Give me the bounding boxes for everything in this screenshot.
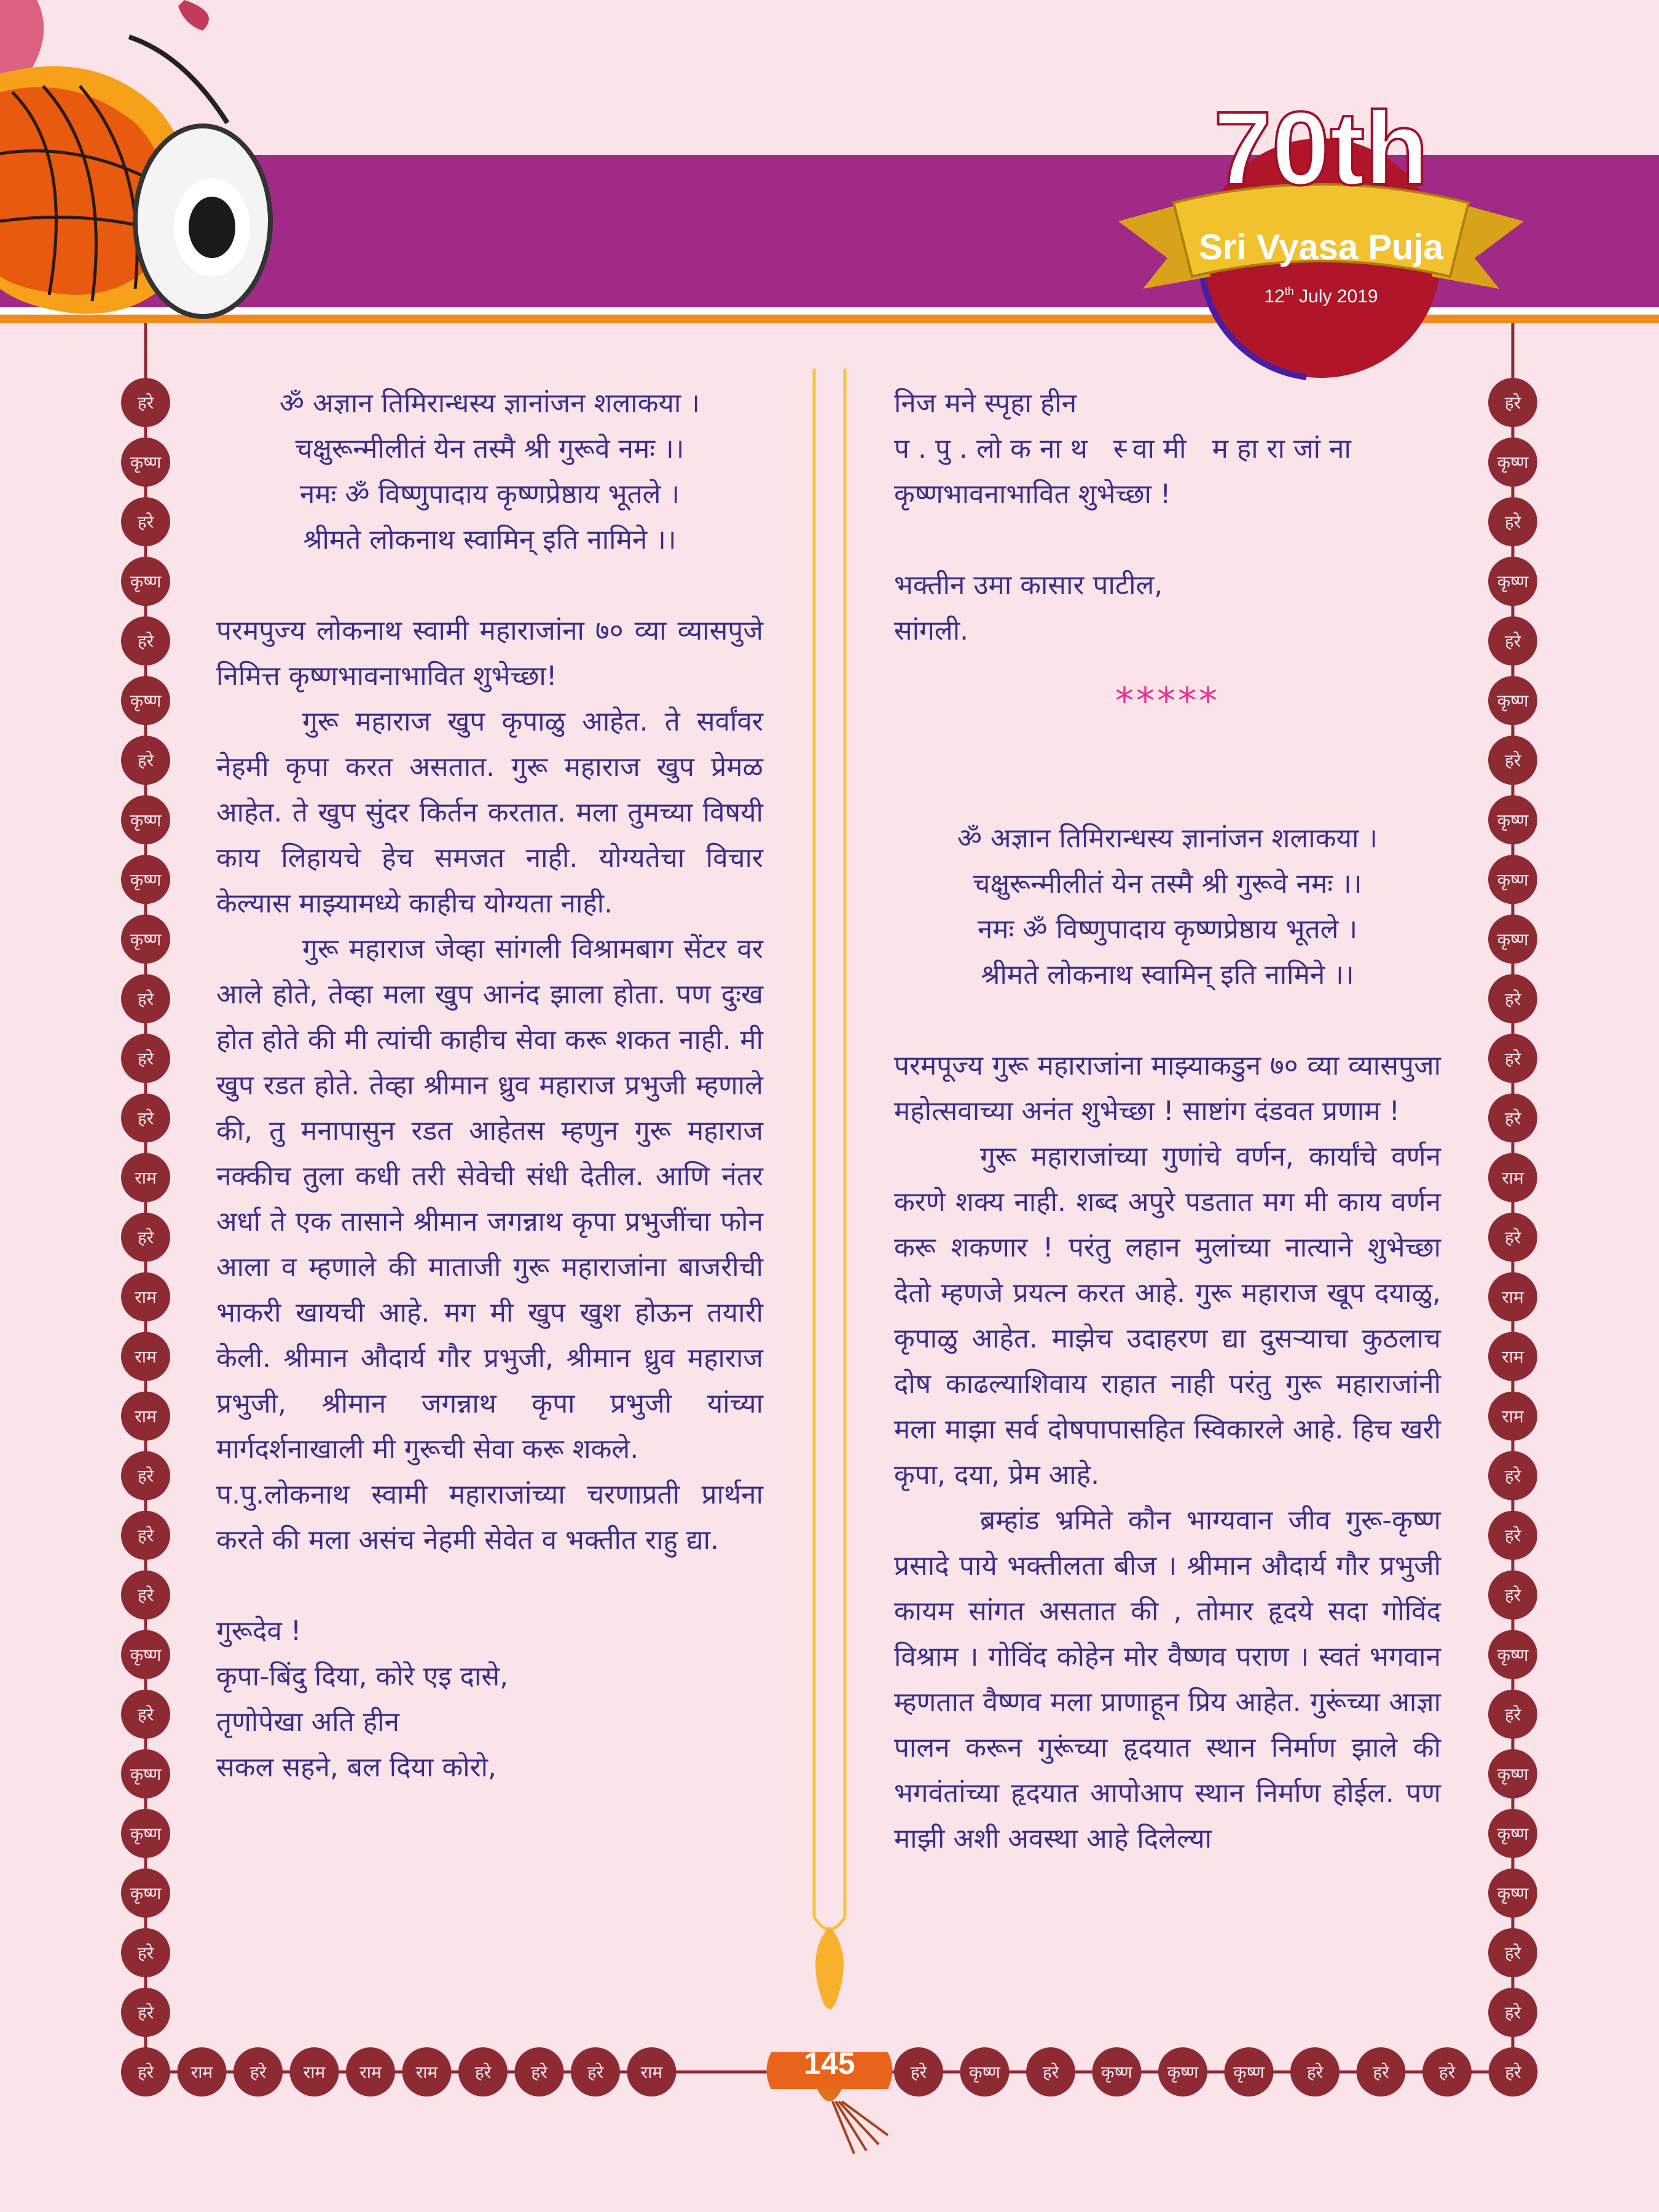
bead-label: हरे [249, 2062, 267, 2082]
bead [1488, 1332, 1537, 1381]
bead-label: हरे [1504, 989, 1521, 1010]
bead [121, 676, 170, 725]
bead-label: हरे [1504, 1942, 1521, 1963]
bead [121, 1988, 170, 2037]
bead [121, 557, 170, 606]
verse-line: चक्षुरून्मीलीतं येन तस्मै श्री गुरूवे नमः ।। [973, 868, 1362, 900]
bead-label: हरे [137, 1465, 154, 1486]
bead [121, 1153, 170, 1202]
bead [627, 2047, 677, 2096]
bead [960, 2047, 1010, 2096]
bead-label: कृष्ण [1497, 810, 1529, 831]
bead [1158, 2047, 1207, 2096]
bead [1488, 1630, 1537, 1679]
page-number: 145 [804, 2046, 855, 2081]
left-paragraph-service: गुरू महाराज जेव्हा सांगली विश्रामबाग सेंटर वर आले होते, तेव्हा मला खुप आनंद झाला होता. पण दुःख होत होते की मी त्यांची काहीच सेवा करू शकत नाही. मी खुप रडत होते. तेव्हा श्रीमान ध्रुव महाराज प्रभुजी म्हणाले की, तु मनापासुन रडत आहेतस म्हणुन गुरू महाराज नक्कीच तुला कधी तरी सेवेची संधी देतील. आणि नंतर अर्धा ते एक तासाने श्रीमान जगन्नाथ कृपा प्रभुजींचा फोन आला व म्हणाले की माताजी गुरू महाराजांना बाजरीची भाकरी खायची आहे. मग मी खुप खुश होऊन तयारी केली. श्रीमान औदार्य गौर प्रभुजी, श्रीमान ध्रुव महाराज प्रभुजी, श्रीमान जगन्नाथ कृपा प्रभुजी यांच्या मार्गदर्शनाखाली मी गुरूची सेवा करू शकले. [216, 933, 763, 1465]
bead-label: कृष्ण [130, 929, 162, 950]
bead-label: हरे [1504, 1108, 1521, 1129]
bead [121, 735, 170, 785]
bead [121, 1928, 170, 1977]
bead-label: राम [190, 2062, 213, 2082]
bead-label: हरे [1042, 2062, 1059, 2082]
closing-line: सकल सहने, बल दिया कोरो, [216, 1752, 497, 1783]
bead [1488, 1749, 1537, 1798]
bead-label: हरे [910, 2062, 927, 2082]
bead-label: कृष्ण [130, 1644, 162, 1665]
verse-line: नमः ॐ विष्णुपादाय कृष्णप्रेष्ठाय भूतले । [299, 479, 680, 510]
bead [346, 2047, 395, 2096]
bead [121, 1690, 170, 1739]
bead-label: हरे [531, 2062, 547, 2082]
left-paragraph-prayer: प.पु.लोकनाथ स्वामी महाराजांच्या चरणाप्रती प्रार्थना करते की मला असंच नेहमी सेवेत व भक्तीत राहु द्या. [216, 1479, 763, 1556]
bead [1488, 1093, 1537, 1142]
bead-label: कृष्ण [130, 810, 162, 831]
bead [1488, 1928, 1537, 1977]
bead-label: हरे [137, 631, 154, 652]
bead [290, 2047, 339, 2096]
bead-label: कृष्ण [1497, 929, 1529, 950]
bead [1488, 1273, 1537, 1322]
left-paragraph-kindness: गुरू महाराज खुप कृपाळु आहेत. ते सर्वांवर नेहमी कृपा करत असतात. गुरू महाराज खुप प्रेमळ आहेत. ते खुप सुंदर किर्तन करतात. मला तुमच्या विषयी काय लिहायचे हेच समजत नाही. योग्यतेचा विचार केल्यास माझ्यामध्ये काहीच योग्यता नाही. [216, 706, 763, 919]
section-separator: ***** [1115, 680, 1220, 723]
bead-label: हरे [1504, 393, 1521, 413]
bead [1488, 676, 1537, 725]
bead [894, 2047, 943, 2096]
bead-label: कृष्ण [1497, 1644, 1529, 1665]
intro-line: निज मने स्पृहा हीन [894, 388, 1077, 419]
bead-label: कृष्ण [130, 691, 162, 712]
bead [1488, 378, 1537, 427]
bead-label: हरे [1438, 2062, 1456, 2082]
bead-label: हरे [474, 2062, 492, 2082]
bead-label: हरे [1504, 631, 1521, 652]
bead [121, 2047, 170, 2096]
bead [1488, 497, 1537, 546]
bead-label: हरे [137, 1108, 154, 1129]
bead [458, 2047, 508, 2096]
bead [121, 1571, 170, 1620]
bead-label: राम [359, 2062, 382, 2082]
right-paragraph-devotion: ब्रम्हांड भ्रमिते कौन भाग्यवान जीव गुरू-कृष्ण प्रसादे पाये भक्तीलता बीज । श्रीमान औदार्य गौर प्रभुजी कायम सांगत असतात की , तोमार हृदये सदा गोविंद विश्राम । गोविंद कोहेन मोर वैष्णव पराण । स्वतं भगवान म्हणतात वैष्णव मला प्राणाहून प्रिय आहेत. गुरूंच्या आज्ञा पालन करून गुरूंच्या हृदयात स्थान निर्माण झाले की भगवंतांच्या हृदयात आपोआप स्थान निर्माण होईल. पण माझी अशी अवस्था आहे दिलेल्या [894, 1505, 1441, 1854]
bead [1488, 974, 1537, 1023]
bead [1488, 437, 1537, 487]
bead [1488, 1451, 1537, 1500]
bead [233, 2047, 283, 2096]
bead-label: कृष्ण [969, 2062, 1000, 2082]
bead [121, 378, 170, 427]
bead [1488, 1690, 1537, 1739]
verse-line: ॐ अज्ञान तिमिरान्धस्य ज्ञानांजन शलाकया । [279, 388, 700, 419]
bead-label: हरे [1504, 1704, 1521, 1725]
bead-label: कृष्ण [130, 1883, 162, 1904]
bead [121, 1033, 170, 1083]
left-column [216, 381, 763, 1790]
signature-place: सांगली. [894, 615, 969, 646]
bead [121, 974, 170, 1023]
bead [1026, 2047, 1075, 2096]
bead [1290, 2047, 1339, 2096]
bead [1488, 1033, 1537, 1083]
verse-line: चक्षुरून्मीलीतं येन तस्मै श्री गुरूवे नमः ।। [295, 433, 684, 465]
bead [1488, 1809, 1537, 1858]
bead [121, 497, 170, 546]
bead [1488, 557, 1537, 606]
bead-label: कृष्ण [1497, 869, 1529, 890]
bead-label: हरे [137, 512, 154, 533]
bead-label: हरे [137, 2062, 154, 2082]
bead [402, 2047, 452, 2096]
bead [121, 1749, 170, 1798]
bead [1225, 2047, 1274, 2096]
bead-label: हरे [1504, 512, 1521, 533]
right-paragraph-greeting: परमपूज्य गुरू महाराजांना माझ्याकडुन ७० व्या व्यासपुजा महोत्सवाच्या अनंत शुभेच्छा ! साष्टांग दंडवत प्रणाम ! [894, 1050, 1441, 1127]
bead-label: राम [640, 2062, 663, 2082]
bead-label: कृष्ण [1497, 1763, 1529, 1784]
bead-label: कृष्ण [130, 452, 162, 473]
verse-line: नमः ॐ विष्णुपादाय कृष्णप्रेष्ठाय भूतले । [977, 914, 1358, 945]
bead [121, 616, 170, 665]
bead-label: कृष्ण [1497, 1883, 1529, 1904]
bead [1488, 1213, 1537, 1262]
bead-label: हरे [137, 1704, 154, 1725]
signature-name: भक्तीन उमा कासार पाटील, [894, 570, 1163, 601]
intro-line: प.पु.लोकनाथ स्वामी महाराजांना [894, 433, 1360, 465]
bead [121, 855, 170, 904]
bead-label: हरे [1373, 2062, 1389, 2082]
bead-label: राम [1502, 1346, 1524, 1367]
verse-line: श्रीमते लोकनाथ स्वामिन् इति नामिने ।। [303, 524, 677, 555]
bead-label: हरे [1504, 1227, 1521, 1248]
bead-label: राम [1502, 1167, 1524, 1188]
bead-label: कृष्ण [130, 571, 162, 592]
bead-label: हरे [1504, 1465, 1521, 1486]
bead [1489, 2047, 1538, 2096]
bead-label: राम [135, 1406, 157, 1427]
bead [121, 1869, 170, 1918]
bead-label: कृष्ण [1497, 571, 1529, 592]
closing-line: तृणोपेखा अति हीन [216, 1706, 399, 1738]
bead-label: हरे [587, 2062, 604, 2082]
bead-label: कृष्ण [1101, 2062, 1132, 2082]
bead-label: हरे [137, 1048, 154, 1069]
bead [121, 1451, 170, 1500]
bead [1488, 855, 1537, 904]
bead-label: हरे [1504, 750, 1521, 771]
bead-label: कृष्ण [1497, 452, 1529, 473]
bead-label: हरे [137, 1585, 154, 1606]
bead-label: हरे [1504, 2002, 1521, 2023]
center-divider [814, 369, 845, 2009]
bead-label: हरे [1505, 2062, 1521, 2082]
right-paragraph-qualities: गुरू महाराजांच्या गुणांचे वर्णन, कार्यांचे वर्णन करणे शक्य नाही. शब्द अपुरे पडतात मग मी काय वर्णन करू शकणार ! परंतु लहान मुलांच्या नात्याने शुभेच्छा देतो म्हणजे प्रयत्न करत आहे. गुरू महाराज खूप दयाळु, कृपाळु आहेत. माझेच उदाहरण द्या दुसऱ्याचा कुठलाच दोष काढल्याशिवाय राहात नाही परंतु गुरू महाराजांनी मला माझा सर्व दोषपापासहित स्विकारले आहे. हिच खरी कृपा, दया, प्रेम आहे. [894, 1141, 1441, 1491]
bead [1488, 914, 1537, 963]
bead-label: कृष्ण [1233, 2062, 1265, 2082]
bead-label: कृष्ण [130, 869, 162, 890]
left-verse [216, 381, 763, 563]
bead [1422, 2047, 1472, 2096]
bead [1488, 616, 1537, 665]
bead-label: राम [135, 1167, 157, 1188]
bead [121, 1809, 170, 1858]
bead-label: हरे [137, 750, 154, 771]
bead-label: राम [415, 2062, 438, 2082]
bead [1092, 2047, 1142, 2096]
left-paragraph-greeting: परमपुज्य लोकनाथ स्वामी महाराजांना ७० व्या व्यासपुजे निमित्त कृष्णभावनाभावित शुभेच्छा! [216, 615, 763, 692]
bead [1488, 1153, 1537, 1202]
bead [121, 1093, 170, 1142]
bead-label: कृष्ण [1497, 1823, 1529, 1844]
verse-line: ॐ अज्ञान तिमिरान्धस्य ज्ञानांजन शलाकया । [957, 823, 1378, 854]
bead-label: कृष्ण [1497, 691, 1529, 712]
bead-label: कृष्ण [130, 1823, 162, 1844]
bead [178, 2047, 227, 2096]
bead-label: हरे [137, 2002, 154, 2023]
bead-label: राम [303, 2062, 326, 2082]
bead-label: हरे [1504, 1525, 1521, 1546]
bead [571, 2047, 620, 2096]
bead-label: हरे [137, 1525, 154, 1546]
bead [121, 1273, 170, 1322]
bead-label: हरे [137, 1942, 154, 1963]
bead-label: राम [135, 1346, 157, 1367]
bead-label: कृष्ण [1167, 2062, 1199, 2082]
closing-line: गुरूदेव ! [216, 1615, 302, 1647]
bead [121, 795, 170, 844]
bead [121, 1332, 170, 1381]
bead [121, 914, 170, 963]
bead-label: हरे [137, 989, 154, 1010]
bead [121, 1630, 170, 1679]
bead-label: हरे [137, 1227, 154, 1248]
right-column [894, 381, 1441, 1862]
right-verse [894, 816, 1441, 998]
bead [121, 1392, 170, 1441]
bead-label: हरे [1504, 1585, 1521, 1606]
bead-label: राम [1502, 1406, 1524, 1427]
badge-number: 70th [1214, 90, 1429, 207]
bead-label: कृष्ण [130, 1763, 162, 1784]
verse-line: श्रीमते लोकनाथ स्वामिन् इति नामिने ।। [981, 959, 1354, 990]
closing-line: कृपा-बिंदु दिया, कोरे एइ दासे, [216, 1661, 509, 1692]
badge-date: 12th July 2019 [1264, 285, 1378, 307]
badge-title: Sri Vyasa Puja [1199, 227, 1443, 267]
bead-label: हरे [1504, 1048, 1521, 1069]
bead [121, 1213, 170, 1262]
bead [121, 437, 170, 487]
bead-label: हरे [1306, 2062, 1324, 2082]
bead-label: राम [135, 1287, 157, 1308]
bead [121, 1511, 170, 1560]
bead [515, 2047, 564, 2096]
bead [1488, 1392, 1537, 1441]
bead [1488, 1571, 1537, 1620]
bead [1488, 795, 1537, 844]
bead [1488, 1988, 1537, 2037]
intro-line: कृष्णभावनाभावित शुभेच्छा ! [894, 479, 1171, 510]
bead-label: राम [1502, 1287, 1524, 1308]
bead [1488, 1869, 1537, 1918]
bead-label: हरे [137, 393, 154, 413]
bead [1488, 1511, 1537, 1560]
bead [1357, 2047, 1406, 2096]
bead [1488, 735, 1537, 785]
